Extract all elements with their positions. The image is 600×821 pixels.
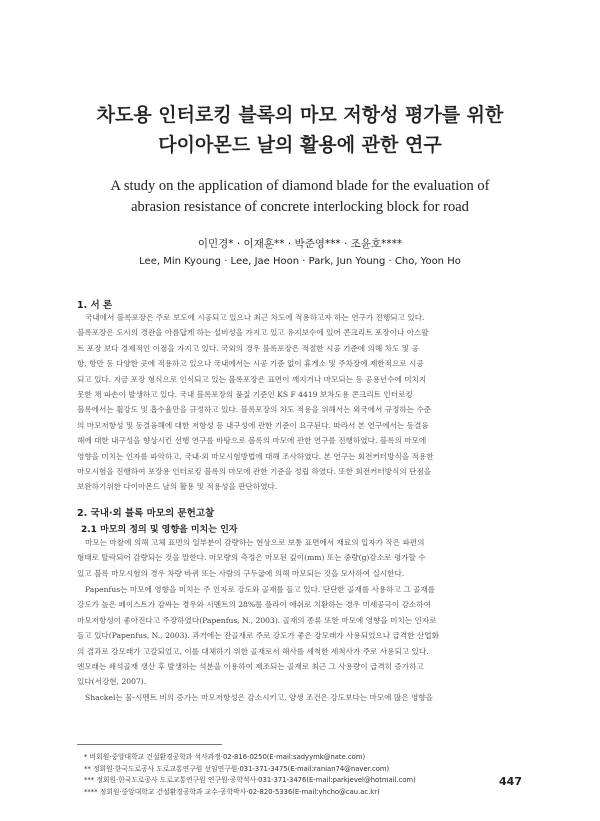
paragraph-line: 형태로 탈락되어 감량되는 것을 말한다. 마모량의 측정은 마모된 깊이(mm) 또는 중량(g)감소로 평가할 수 [77, 553, 426, 563]
paragraph-line: Shackel는 물-시멘트 비의 증가는 마모저항성은 감소시키고, 양생 조건은 강도보다는 마모에 많은 영향을 [85, 693, 434, 702]
paragraph-line: 블록포장은 도시의 경관을 아름답게 하는 설비성을 가지고 있고 유지보수에 있어 콘크리트 포장이나 아스팔 [77, 328, 429, 338]
paragraph-line: 있다(서강현, 2007). [77, 677, 147, 687]
section-1-heading: 1. 서 론 [77, 300, 113, 311]
english-title-line-2: abrasion resistance of concrete interlocking block for road [131, 199, 469, 215]
english-title-line-1: A study on the application of diamond blade for the evaluation of [110, 178, 490, 194]
section-2-1-heading: 2.1 마모의 정의 및 영향을 미치는 인자 [81, 525, 238, 535]
korean-title-line-2: 다이아몬드 날의 활용에 관한 연구 [158, 134, 442, 156]
english-title [0, 176, 600, 218]
paragraph-line: 영향을 미치는 인자를 파악하고, 국내·외 마모시험방법에 대해 조사하였다. 본 연구는 회전커터방식을 적용한 [77, 451, 434, 461]
footnote-author-3: *** 정회원·한국도로공사 도로교통연구원 연구원·공학석사·031-371-3476(E-mail:parkjevel@hotmail.com) [84, 776, 416, 784]
section-2-1-paragraph-3 [77, 690, 525, 705]
paragraph-line: 있고 블록 마모시험의 경우 차량 바퀴 또는 사람의 구두굽에 의해 마모되는 것을 모사하여 실시한다. [77, 568, 405, 578]
page-number: 447 [499, 775, 522, 788]
section-2-1-paragraph-1 [77, 535, 525, 581]
paragraph-line: 의 마모저항성 및 동결융해에 대한 저항성 등 내구성에 관한 기준이 요구된다. 따라서 본 연구에서는 동결융 [77, 420, 429, 430]
footnote-author-4: **** 정회원·중앙대학교 건설환경공학과 교수·공학박사·02-820-5336(E-mail:yhcho@cau.ac.kr) [84, 787, 380, 796]
paragraph-line: Papenfus는 마모에 영향을 미치는 주 인자로 강도와 골재를 들고 있다. 단단한 골재를 사용하고 그 골재를 [85, 585, 436, 594]
authors-korean: 이민경* · 이재훈** · 박준영*** · 조윤호**** [197, 238, 403, 250]
korean-title-line-1: 차도용 인터로킹 블록의 마모 저항성 평가를 위한 [96, 104, 504, 126]
paragraph-line: 보완하기위한 다이아몬드 날의 활용 및 적용성을 판단하였다. [77, 482, 278, 492]
korean-title [0, 100, 600, 160]
paragraph-line: 트 포장 보다 경제적인 이점을 가지고 있다. 국외의 경우 블록포장은 적절한 시공 기준에 의해 차도 및 공 [77, 343, 419, 353]
footnote-author-2: ** 정회원·한국도로공사 도로교통연구원 선임연구원·031-371-3475(E-mail:ranian74@naver.com) [84, 764, 390, 773]
paragraph-line: 마모시험을 진행하여 포장용 인터로킹 블록의 마모에 관한 기준을 정립 하였다. 또한 회전커터방식의 단점을 [77, 466, 432, 476]
section-1-paragraph [77, 310, 525, 495]
paragraph-line: 못한 채 파손이 발생하고 있다. 국내 블록포장의 품질 기준인 KS F 4419 보차도용 콘크리트 인터로킹 [77, 389, 413, 399]
paragraph-line: 마모저항성이 좋아진다고 주장하였다(Papenfus, N., 2003). 골재의 종류 또한 마모에 영향을 미치는 인자로 [77, 615, 437, 625]
authors-english: Lee, Min Kyoung · Lee, Jae Hoon · Park, Jun Young · Cho, Yoon Ho [139, 256, 461, 267]
section-2-heading: 2. 국내·외 블록 마모의 문헌고찰 [77, 508, 215, 519]
section-2-1-paragraph-2 [77, 582, 525, 690]
footnote-divider [77, 744, 222, 745]
paragraph-line: 블록에서는 휨강도 및 흡수율만을 규정하고 있다. 블록포장의 차도 적용을 위해서는 외국에서 규정하는 수준 [77, 405, 432, 415]
paragraph-line: 강도가 높은 페이스트가 감싸는 경우와 시멘트의 28%를 플라이 애쉬로 치환하는 경우 미세공극이 감소하여 [77, 600, 431, 610]
paragraph-line: 국내에서 블록포장은 주로 보도에 시공되고 있으나 최근 차도에 적용하고자 하는 연구가 진행되고 있다. [85, 313, 425, 322]
footnote-author-1: * 비회원·중앙대학교 건설환경공학과 석사과정·02-816-0250(E-mail:sadyymk@nate.com) [84, 753, 366, 761]
paragraph-line: 해에 대한 내구성을 향상시킨 선행 연구를 바탕으로 블록의 마모에 관한 연구를 진행하였다. 블록의 마모에 [77, 436, 427, 446]
paragraph-line: 들고 있다(Papenfus, N., 2003). 과거에는 잔골재로 주로 강도가 좋은 강모래가 사용되었으나 급격한 산업화 [77, 631, 439, 641]
paragraph-line: 마모는 마찰에 의해 고체 표면의 일부분이 감량하는 현상으로 보통 표면에서 재료의 입자가 작은 파편의 [85, 538, 425, 547]
paragraph-line: 항, 항만 등 다양한 곳에 적용하고 있으나 국내에서는 시공 기준 없이 휴게소 및 주차장에 제한적으로 시공 [77, 359, 424, 369]
paragraph-line: 되고 있다. 지금 포장 형식으로 인식되고 있는 블록포장은 표면이 깨지거나 마모되는 등 공용년수에 미치지 [77, 374, 427, 384]
author-footnotes [84, 752, 416, 798]
paragraph-line: 엔모래는 쇄석골재 생산 후 발생하는 석분을 이용하여 제조되는 골재로 최근 그 사용량이 급격히 증가하고 [77, 661, 424, 671]
paragraph-line: 의 결과로 강모래가 고갈되었고, 이를 대체하기 위한 골재로서 해사를 세척한 세척사가 주로 사용되고 있다. [77, 646, 429, 656]
